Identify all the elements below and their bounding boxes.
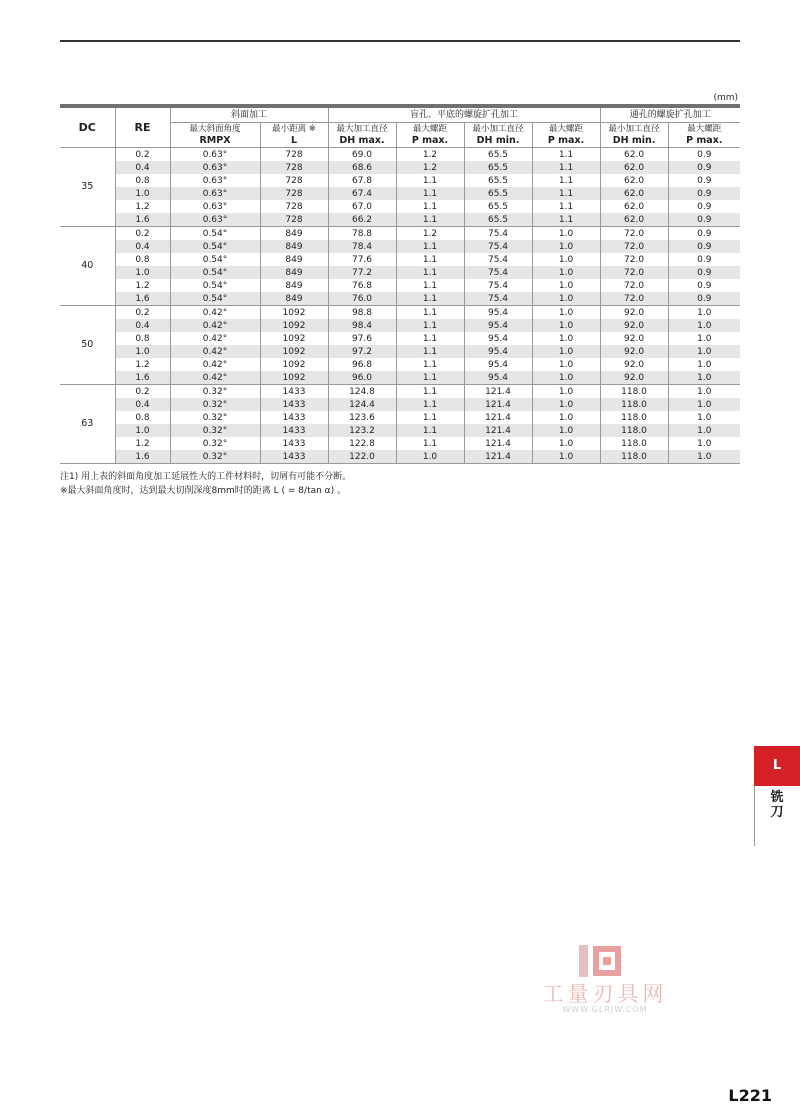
table-cell: 96.0 [328,371,396,385]
table-cell: 1.0 [396,450,464,464]
table-cell: 0.8 [115,253,170,266]
table-cell: 1.6 [115,450,170,464]
table-cell: 121.4 [464,385,532,399]
table-cell: 69.0 [328,148,396,162]
table-cell: 849 [260,266,328,279]
table-cell: 1.0 [668,345,740,358]
table-cell: 1.0 [532,358,600,371]
table-row [60,319,740,332]
table-cell: 0.4 [115,319,170,332]
table-cell: 77.6 [328,253,396,266]
table-cell: 1.0 [668,358,740,371]
table-cell: 1.0 [532,398,600,411]
table-row [60,437,740,450]
table-cell: 0.9 [668,200,740,213]
footnotes [60,470,351,498]
table-cell: 121.4 [464,437,532,450]
table-cell: 0.9 [668,253,740,266]
table-cell: 728 [260,161,328,174]
table-cell: 1.0 [532,292,600,306]
table-cell: 0.54° [170,227,260,241]
table-cell: 1433 [260,437,328,450]
table-cell: 1.1 [396,371,464,385]
table-cell: 0.32° [170,450,260,464]
dc-cell: 50 [60,306,115,385]
table-cell: 0.9 [668,266,740,279]
table-cell: 65.5 [464,187,532,200]
table-cell: 0.42° [170,345,260,358]
table-cell: 97.6 [328,332,396,345]
table-cell: 1.1 [532,187,600,200]
table-cell: 0.9 [668,213,740,227]
table-cell: 1.1 [396,319,464,332]
table-cell: 849 [260,240,328,253]
table-cell: 0.4 [115,161,170,174]
table-cell: 1.1 [396,437,464,450]
table-cell: 1.6 [115,292,170,306]
table-cell: 0.63° [170,187,260,200]
table-cell: 62.0 [600,161,668,174]
section-tab-label [754,790,800,820]
table-cell: 67.8 [328,174,396,187]
table-cell: 72.0 [600,279,668,292]
spec-table [60,104,740,464]
table-cell: 1.1 [396,411,464,424]
table-cell: 1.0 [532,411,600,424]
table-row [60,279,740,292]
table-cell: 1.0 [668,332,740,345]
table-cell: 118.0 [600,398,668,411]
footnote-2: ※最大斜面角度时，达到最大切削深度8mm时的距离 L ( = 8/tan α) 。 [60,486,346,496]
col-header-blind-p-max-2: 最大螺距 P max. [532,123,600,148]
table-row [60,306,740,320]
table-cell: 0.8 [115,174,170,187]
table-row [60,411,740,424]
group-header-blind: 盲孔、平底的螺旋扩孔加工 [328,106,600,123]
table-cell: 849 [260,253,328,266]
table-row [60,161,740,174]
table-cell: 67.4 [328,187,396,200]
table-cell: 62.0 [600,200,668,213]
table-cell: 92.0 [600,319,668,332]
table-row [60,253,740,266]
table-cell: 1433 [260,398,328,411]
table-cell: 0.42° [170,319,260,332]
table-row [60,424,740,437]
table-cell: 0.9 [668,148,740,162]
table-cell: 1.0 [668,437,740,450]
table-cell: 97.2 [328,345,396,358]
table-cell: 0.54° [170,266,260,279]
table-cell: 62.0 [600,148,668,162]
table-cell: 0.42° [170,306,260,320]
table-cell: 1433 [260,385,328,399]
table-cell: 65.5 [464,200,532,213]
table-cell: 0.32° [170,385,260,399]
table-cell: 98.4 [328,319,396,332]
table-cell: 1.0 [668,371,740,385]
table-cell: 0.8 [115,332,170,345]
table-cell: 1.1 [396,292,464,306]
table-row [60,213,740,227]
table-row [60,398,740,411]
table-row [60,200,740,213]
table-cell: 0.2 [115,306,170,320]
table-cell: 95.4 [464,358,532,371]
table-cell: 728 [260,148,328,162]
table-cell: 92.0 [600,345,668,358]
watermark-text: 工量刃具网 [542,982,668,1006]
table-cell: 62.0 [600,174,668,187]
dc-cell: 40 [60,227,115,306]
table-cell: 1.1 [396,213,464,227]
table-cell: 0.32° [170,411,260,424]
table-cell: 728 [260,174,328,187]
table-cell: 96.8 [328,358,396,371]
table-row [60,227,740,241]
table-cell: 1.0 [532,385,600,399]
table-cell: 0.54° [170,292,260,306]
table-cell: 1433 [260,450,328,464]
table-cell: 1.1 [532,174,600,187]
table-cell: 1.1 [396,187,464,200]
table-cell: 0.4 [115,398,170,411]
table-cell: 72.0 [600,240,668,253]
table-cell: 0.32° [170,398,260,411]
table-cell: 75.4 [464,292,532,306]
table-cell: 1092 [260,358,328,371]
table-cell: 0.9 [668,292,740,306]
table-row [60,332,740,345]
table-body [60,148,740,464]
table-row [60,450,740,464]
table-cell: 123.2 [328,424,396,437]
table-cell: 0.2 [115,148,170,162]
table-row [60,385,740,399]
table-cell: 1.0 [668,385,740,399]
table-cell: 1.0 [668,424,740,437]
table-cell: 92.0 [600,358,668,371]
table-cell: 1.2 [115,200,170,213]
table-cell: 1433 [260,424,328,437]
col-header-through-dh-min: 最小加工直径 DH min. [600,123,668,148]
table-cell: 1.1 [532,161,600,174]
table-cell: 1092 [260,371,328,385]
table-cell: 1092 [260,306,328,320]
table-cell: 1.2 [396,148,464,162]
section-tab-letter[interactable]: L [754,746,800,786]
table-cell: 0.63° [170,148,260,162]
table-cell: 1.0 [532,319,600,332]
table-cell: 1.6 [115,371,170,385]
table-cell: 0.54° [170,253,260,266]
table-cell: 1.1 [396,332,464,345]
table-cell: 1.0 [115,187,170,200]
table-cell: 1.0 [532,332,600,345]
table-cell: 0.9 [668,279,740,292]
table-cell: 62.0 [600,187,668,200]
table-cell: 121.4 [464,411,532,424]
table-cell: 0.9 [668,174,740,187]
table-cell: 0.63° [170,200,260,213]
table-cell: 75.4 [464,253,532,266]
table-cell: 0.42° [170,371,260,385]
table-cell: 1.2 [396,227,464,241]
table-cell: 0.63° [170,174,260,187]
table-cell: 849 [260,292,328,306]
col-header-blind-p-max-1: 最大螺距 P max. [396,123,464,148]
table-cell: 75.4 [464,227,532,241]
table-cell: 95.4 [464,306,532,320]
table-cell: 76.8 [328,279,396,292]
table-cell: 124.8 [328,385,396,399]
table-cell: 65.5 [464,213,532,227]
table-cell: 0.54° [170,240,260,253]
col-header-through-p-max: 最大螺距 P max. [668,123,740,148]
table-cell: 75.4 [464,266,532,279]
table-cell: 78.4 [328,240,396,253]
table-cell: 75.4 [464,240,532,253]
table-cell: 1.6 [115,213,170,227]
table-cell: 1.1 [396,266,464,279]
table-cell: 122.8 [328,437,396,450]
table-cell: 1.0 [668,306,740,320]
table-cell: 1.0 [668,319,740,332]
table-cell: 98.8 [328,306,396,320]
table-cell: 67.0 [328,200,396,213]
table-cell: 72.0 [600,253,668,266]
table-cell: 1.0 [115,424,170,437]
table-cell: 121.4 [464,398,532,411]
table-row [60,187,740,200]
table-cell: 95.4 [464,345,532,358]
table-cell: 92.0 [600,371,668,385]
table-cell: 0.54° [170,279,260,292]
table-cell: 1.1 [532,148,600,162]
table-row [60,371,740,385]
group-header-through: 通孔的螺旋扩孔加工 [600,106,740,123]
page-number: L221 [728,1086,772,1105]
table-cell: 123.6 [328,411,396,424]
table-cell: 1433 [260,411,328,424]
table-cell: 1.0 [532,306,600,320]
dc-cell: 63 [60,385,115,464]
table-cell: 1.0 [115,345,170,358]
group-header-ramp: 斜面加工 [170,106,328,123]
table-cell: 65.5 [464,174,532,187]
table-cell: 72.0 [600,266,668,279]
table-cell: 0.32° [170,424,260,437]
table-cell: 1.1 [396,279,464,292]
table-cell: 68.6 [328,161,396,174]
dc-cell: 35 [60,148,115,227]
table-cell: 0.9 [668,161,740,174]
table-cell: 1.1 [396,200,464,213]
table-cell: 1.1 [396,424,464,437]
table-cell: 62.0 [600,213,668,227]
col-header-blind-dh-min: 最小加工直径 DH min. [464,123,532,148]
table-cell: 0.9 [668,240,740,253]
table-cell: 76.0 [328,292,396,306]
table-cell: 1.0 [532,279,600,292]
table-cell: 0.2 [115,385,170,399]
table-cell: 0.9 [668,187,740,200]
table-cell: 122.0 [328,450,396,464]
table-cell: 66.2 [328,213,396,227]
table-cell: 728 [260,213,328,227]
table-cell: 1.0 [532,253,600,266]
table-cell: 0.32° [170,437,260,450]
col-header-rmpx: 最大斜面角度 RMPX [170,123,260,148]
unit-label: (mm) [713,93,738,103]
col-header-dc: DC [60,106,115,148]
table-cell: 0.42° [170,332,260,345]
table-cell: 1.0 [668,450,740,464]
table-cell: 95.4 [464,371,532,385]
table-cell: 1.1 [532,213,600,227]
table-cell: 0.42° [170,358,260,371]
table-row [60,148,740,162]
table-cell: 1.0 [668,398,740,411]
table-cell: 1.2 [396,161,464,174]
table-cell: 1092 [260,332,328,345]
top-rule [60,40,740,42]
table-cell: 1.1 [396,345,464,358]
table-cell: 1.0 [668,411,740,424]
table-cell: 1.0 [532,424,600,437]
table-cell: 1.1 [396,385,464,399]
table-row [60,358,740,371]
table-cell: 0.63° [170,213,260,227]
table-cell: 1.0 [532,227,600,241]
table-cell: 77.2 [328,266,396,279]
table-cell: 1.1 [396,306,464,320]
table-cell: 72.0 [600,227,668,241]
table-cell: 1.0 [532,450,600,464]
table-cell: 849 [260,279,328,292]
table-cell: 1092 [260,345,328,358]
footnote-1: 注1) 用上表的斜面角度加工延展性大的工件材料时，切屑有可能不分断。 [60,472,352,482]
table-cell: 65.5 [464,148,532,162]
table-row [60,174,740,187]
table-row [60,345,740,358]
table-cell: 728 [260,187,328,200]
table-cell: 75.4 [464,279,532,292]
col-header-blind-dh-max: 最大加工直径 DH max. [328,123,396,148]
table-cell: 1092 [260,319,328,332]
table-cell: 1.2 [115,279,170,292]
table-cell: 118.0 [600,385,668,399]
table-cell: 92.0 [600,306,668,320]
col-header-l: 最小距离 ※ L [260,123,328,148]
table-cell: 118.0 [600,437,668,450]
table-cell: 78.8 [328,227,396,241]
table-cell: 1.0 [532,240,600,253]
table-cell: 72.0 [600,292,668,306]
table-cell: 0.63° [170,161,260,174]
table-cell: 0.4 [115,240,170,253]
table-cell: 849 [260,227,328,241]
table-row [60,240,740,253]
table-cell: 124.4 [328,398,396,411]
table-cell: 1.1 [396,358,464,371]
table-cell: 1.0 [532,266,600,279]
table-cell: 121.4 [464,450,532,464]
table-cell: 1.0 [532,345,600,358]
table-cell: 0.9 [668,227,740,241]
section-tab-label-line1: 铣 [770,790,784,805]
table-cell: 1.0 [532,437,600,450]
table-cell: 728 [260,200,328,213]
watermark-logo-icon [575,943,627,979]
table-cell: 1.0 [115,266,170,279]
table-cell: 92.0 [600,332,668,345]
table-cell: 1.2 [115,358,170,371]
watermark-url: WWW.GLRJW.COM [562,1005,648,1014]
col-header-re: RE [115,106,170,148]
table-cell: 118.0 [600,424,668,437]
table-cell: 121.4 [464,424,532,437]
table-cell: 1.1 [532,200,600,213]
table-cell: 1.1 [396,398,464,411]
table-cell: 1.1 [396,240,464,253]
table-cell: 0.2 [115,227,170,241]
section-tab-label-line2: 刀 [770,805,784,820]
table-cell: 1.2 [115,437,170,450]
table-cell: 1.1 [396,253,464,266]
table-cell: 118.0 [600,411,668,424]
table-row [60,266,740,279]
table-cell: 118.0 [600,450,668,464]
table-row [60,292,740,306]
table-cell: 65.5 [464,161,532,174]
table-cell: 1.1 [396,174,464,187]
table-cell: 95.4 [464,332,532,345]
table-cell: 1.0 [532,371,600,385]
table-cell: 0.8 [115,411,170,424]
table-cell: 95.4 [464,319,532,332]
